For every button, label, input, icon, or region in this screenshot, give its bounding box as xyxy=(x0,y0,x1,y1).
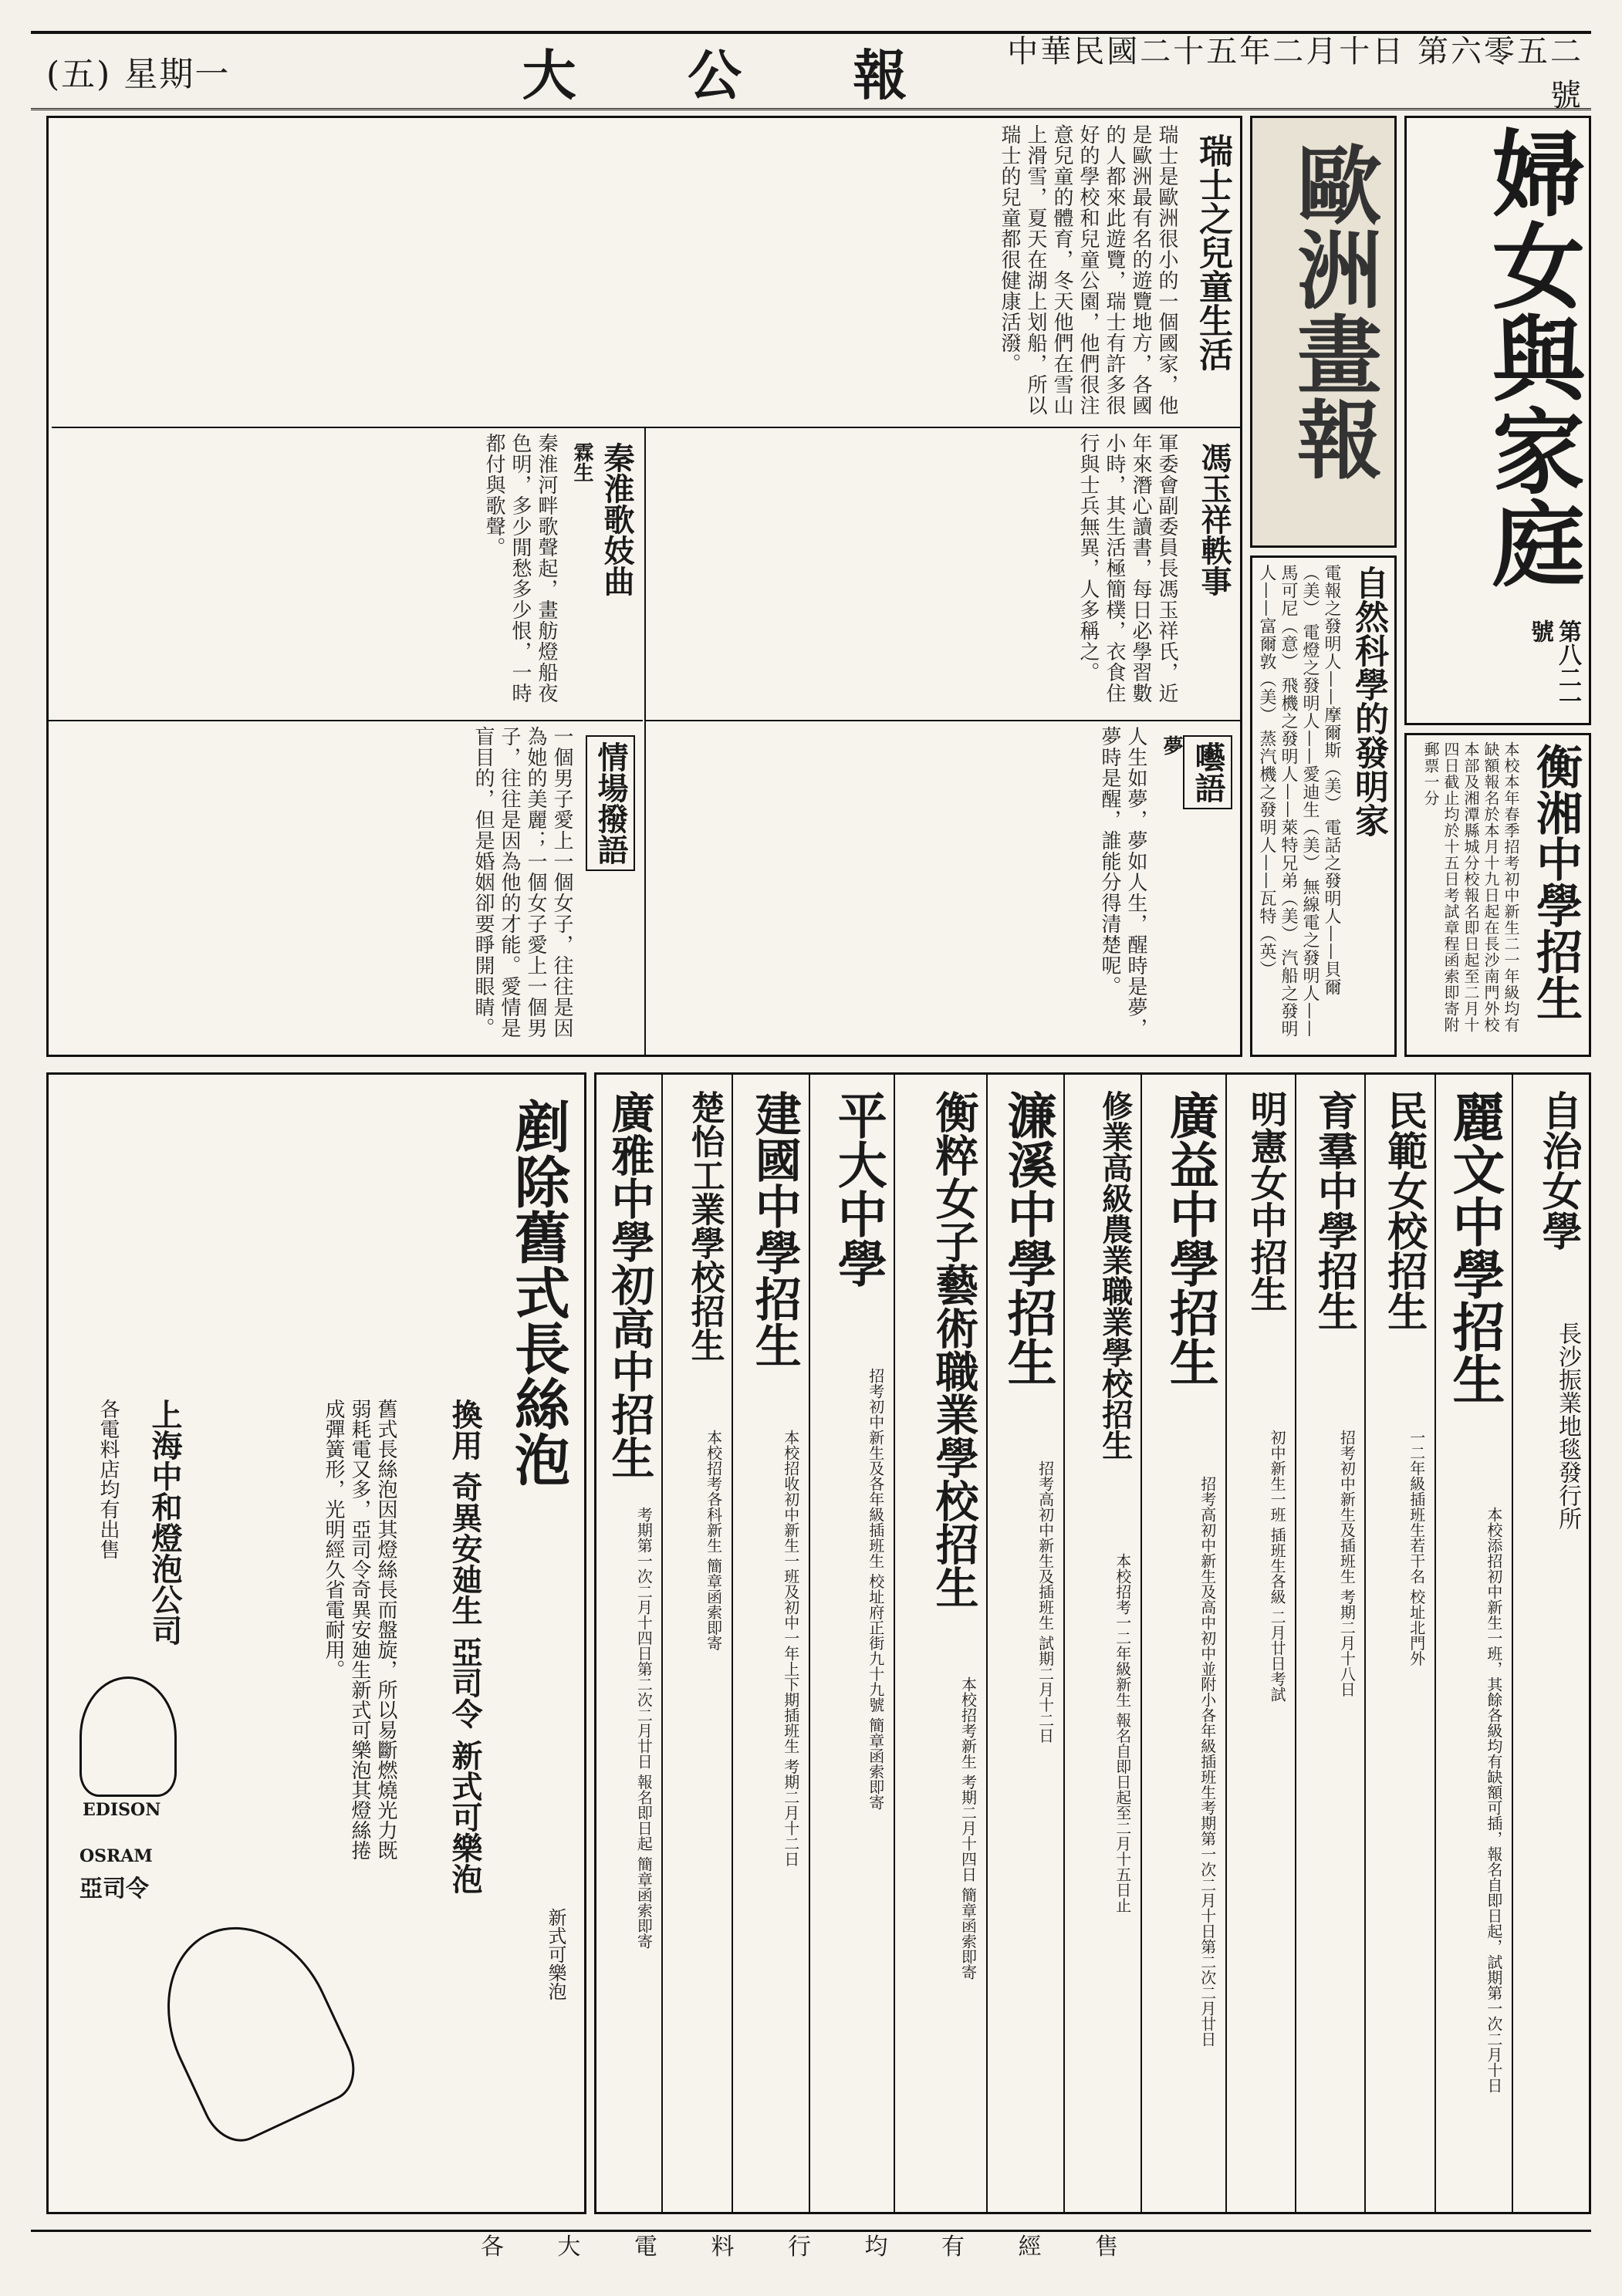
school-name: 衡粹女子藝術職業學校招生 xyxy=(928,1090,980,1609)
school-name: 育羣中學招生 xyxy=(1310,1090,1358,1331)
article-body: 秦淮河畔歌聲起，畫舫燈船夜色明，多少閒愁多少恨，一時都付與歌聲。 xyxy=(482,433,558,704)
article-qingchang xyxy=(49,720,643,1057)
newspaper-page xyxy=(31,31,1591,2265)
school-name: 建國中學招生 xyxy=(747,1090,802,1368)
inventors-box xyxy=(1250,555,1397,1057)
school-ad-3 xyxy=(1295,1075,1364,2214)
school-text: 一二年級插班生若干名 校址北門外 xyxy=(1407,1430,1426,1666)
school-ad-12 xyxy=(594,1075,661,2214)
school-text: 本校招收初中新生一班及初中一年上下期插班生 考期二月十二日 xyxy=(781,1430,800,1867)
school-text: 本校招考新生 考期二月十四日 簡章函索即寄 xyxy=(958,1676,978,1980)
school-name: 明憲女中招生 xyxy=(1244,1090,1288,1312)
supplement-title: 婦女與家庭 xyxy=(1477,126,1586,589)
article-title: 秦淮歌妓曲 xyxy=(599,442,635,596)
article-author: 霖生 xyxy=(570,442,593,482)
school-text: 本校本年春季招考初中新生二一年級均有缺額報名於本月十九日起在長沙南門外校本部及湘潭縣城分校報名即日起至二月十四日截止均於十五日考試章程函索即寄附郵票一分 xyxy=(1421,741,1520,1033)
article-title: 情場撥語 xyxy=(586,735,635,871)
school-ad-10 xyxy=(732,1075,809,2214)
school-ad-9 xyxy=(809,1075,894,2214)
school-ads-block xyxy=(594,1072,1591,2214)
school-text: 招考初中新生及各年級插班生 校址府正街九十九號 簡章函索即寄 xyxy=(866,1368,885,1810)
school-name: 濂溪中學招生 xyxy=(999,1090,1057,1386)
school-text: 招考初中新生及插班生 考期二月十八日 xyxy=(1337,1430,1357,1697)
school-name: 楚怡工業學校招生 xyxy=(684,1090,725,1362)
inventors-list: 電報之發明人——摩爾斯（美） 電話之發明人——貝爾（美） 電燈之發明人——愛迪生（美） 無線電之發明人——馬可尼（意） 飛機之發明人——萊特兄弟（美） 汽船之發明人——富爾敦（美） 蒸汽機之發明人——瓦特（英） xyxy=(1257,564,1341,1038)
supplement-banner xyxy=(1250,116,1397,548)
school-text: 招考高初中新生及高中初中並附小各年級插班生考期第一次二月十日第二次二月廿日 xyxy=(1198,1476,1217,2047)
article-title: 瑞士之兒童生活 xyxy=(1193,133,1232,371)
school-text: 本校招考一二年級新生 報名自即日起至二月十五日止 xyxy=(1113,1553,1132,1913)
banner-title: 歐洲畫報 xyxy=(1283,141,1383,481)
hengxiang-school-ad xyxy=(1404,733,1591,1057)
article-title: 馮玉祥軼事 xyxy=(1196,442,1232,596)
masthead-bar xyxy=(31,31,1591,113)
school-text: 長沙振業地毯發行所 xyxy=(1554,1322,1581,1530)
inventors-title: 自然科學的發明家 xyxy=(1349,566,1388,837)
school-name: 廣雅中學初高中招生 xyxy=(604,1090,656,1479)
school-name: 修業高級農業職業學校招生 xyxy=(1097,1090,1134,1460)
school-ad-4 xyxy=(1225,1075,1295,2214)
article-yiyu xyxy=(644,720,1240,1057)
school-name: 平大中學 xyxy=(829,1090,887,1288)
school-name: 衡湘中學招生 xyxy=(1529,743,1583,1021)
school-ads-columns xyxy=(594,1075,1589,2214)
header-date: 中華民國二十五年二月十日 第六零五二號 xyxy=(1007,34,1583,113)
article-body: 軍委會副委員長馮玉祥氏，近年來潛心讀書，每日必學習數小時，其生活極簡樸，衣食住行與士兵無異，人多稱之。 xyxy=(1076,433,1178,704)
header-left: (五) 星期一 xyxy=(46,55,231,94)
article-body: 一個男子愛上一個女子，往往是因為她的美麗；一個女子愛上一個男子，往往是因為他的才能。愛情是盲目的，但是婚姻卻要睜開眼睛。 xyxy=(471,726,573,1038)
school-ad-0 xyxy=(1512,1075,1589,2214)
article-body: 人生如夢，夢如人生，醒時是夢，夢時是醒，誰能分得清楚呢。 xyxy=(1098,726,1147,1038)
school-ad-11 xyxy=(661,1075,731,2214)
school-name: 麗文中學招生 xyxy=(1443,1090,1505,1405)
school-name: 民範女校招生 xyxy=(1380,1090,1428,1331)
bulb-ad-title: 剷除舊式長絲泡 xyxy=(505,1098,571,1487)
edison-logo-icon xyxy=(79,1676,177,1797)
bulb-ad-note: 新式可樂泡 xyxy=(545,1908,566,2001)
articles-area xyxy=(46,116,1242,1057)
school-ad-1 xyxy=(1434,1075,1512,2214)
bulb-ad-footer: 各 大 電 料 行 均 有 經 售 xyxy=(31,2230,1591,2263)
article-swiss xyxy=(52,118,1240,428)
school-ad-7 xyxy=(986,1075,1063,2214)
article-body: 瑞士是歐洲很小的一個國家，他是歐洲最有名的遊覽地方，各國的人都來此遊覽，瑞士有許多很好的學校和兒童公園，他們很注意兒童的體育，冬天他們在雪山上滑雪，夏天在湖上划船，所以瑞士的兒童都很健康活潑。 xyxy=(998,124,1178,416)
school-ad-2 xyxy=(1364,1075,1434,2214)
light-bulb-icon xyxy=(136,1899,367,2152)
school-ad-6 xyxy=(1063,1075,1140,2214)
school-name: 廣益中學招生 xyxy=(1161,1090,1219,1386)
bulb-ad xyxy=(46,1072,586,2214)
school-text: 招考高初中新生及插班生 試期二月十二日 xyxy=(1036,1460,1055,1744)
osram-cn-label: 亞司令 xyxy=(79,1876,149,1903)
school-text: 本校添招初中新生一班，其餘各級均有缺額可插，報名自即日起，試期第一次二月十日 xyxy=(1484,1507,1503,2093)
bulb-ad-company: 上海中和燈泡公司 xyxy=(147,1399,183,1646)
school-name: 自治女學 xyxy=(1535,1090,1582,1251)
school-text: 考期第一次二月十四日第二次二月廿日 報名即日起 簡章函索即寄 xyxy=(634,1507,654,1949)
bulb-ad-agent: 各電料店均有出售 xyxy=(96,1399,120,1559)
article-author: 夢 xyxy=(1160,735,1183,755)
bulb-ad-body: 舊式長絲泡因其燈絲長而盤旋，所以易斷燃燒光力既弱耗電又多，亞司令奇異安廸生新式可樂泡其燈絲捲成彈簧形，光明經久省電耐用。 xyxy=(322,1399,397,1860)
supplement-issue: 第八二一號 xyxy=(1526,620,1581,712)
article-qinhuai xyxy=(49,427,643,721)
school-ad-5 xyxy=(1140,1075,1225,2214)
school-text: 初中新生一班 插班生各級 二月廿日考試 xyxy=(1268,1430,1287,1702)
school-ad-8 xyxy=(894,1075,986,2214)
article-feng xyxy=(644,427,1240,721)
osram-label: OSRAM xyxy=(79,1846,153,1866)
bulb-ad-slogan: 換用 奇異安廸生 亞司令 新式可樂泡 xyxy=(447,1399,483,1894)
school-text: 本校招考各科新生 簡章函索即寄 xyxy=(704,1430,723,1651)
newspaper-title: 大 公 報 xyxy=(522,42,954,107)
article-title: 囈語 xyxy=(1183,735,1232,809)
supplement-masthead xyxy=(1404,116,1591,725)
edison-label: EDISON xyxy=(83,1800,161,1820)
